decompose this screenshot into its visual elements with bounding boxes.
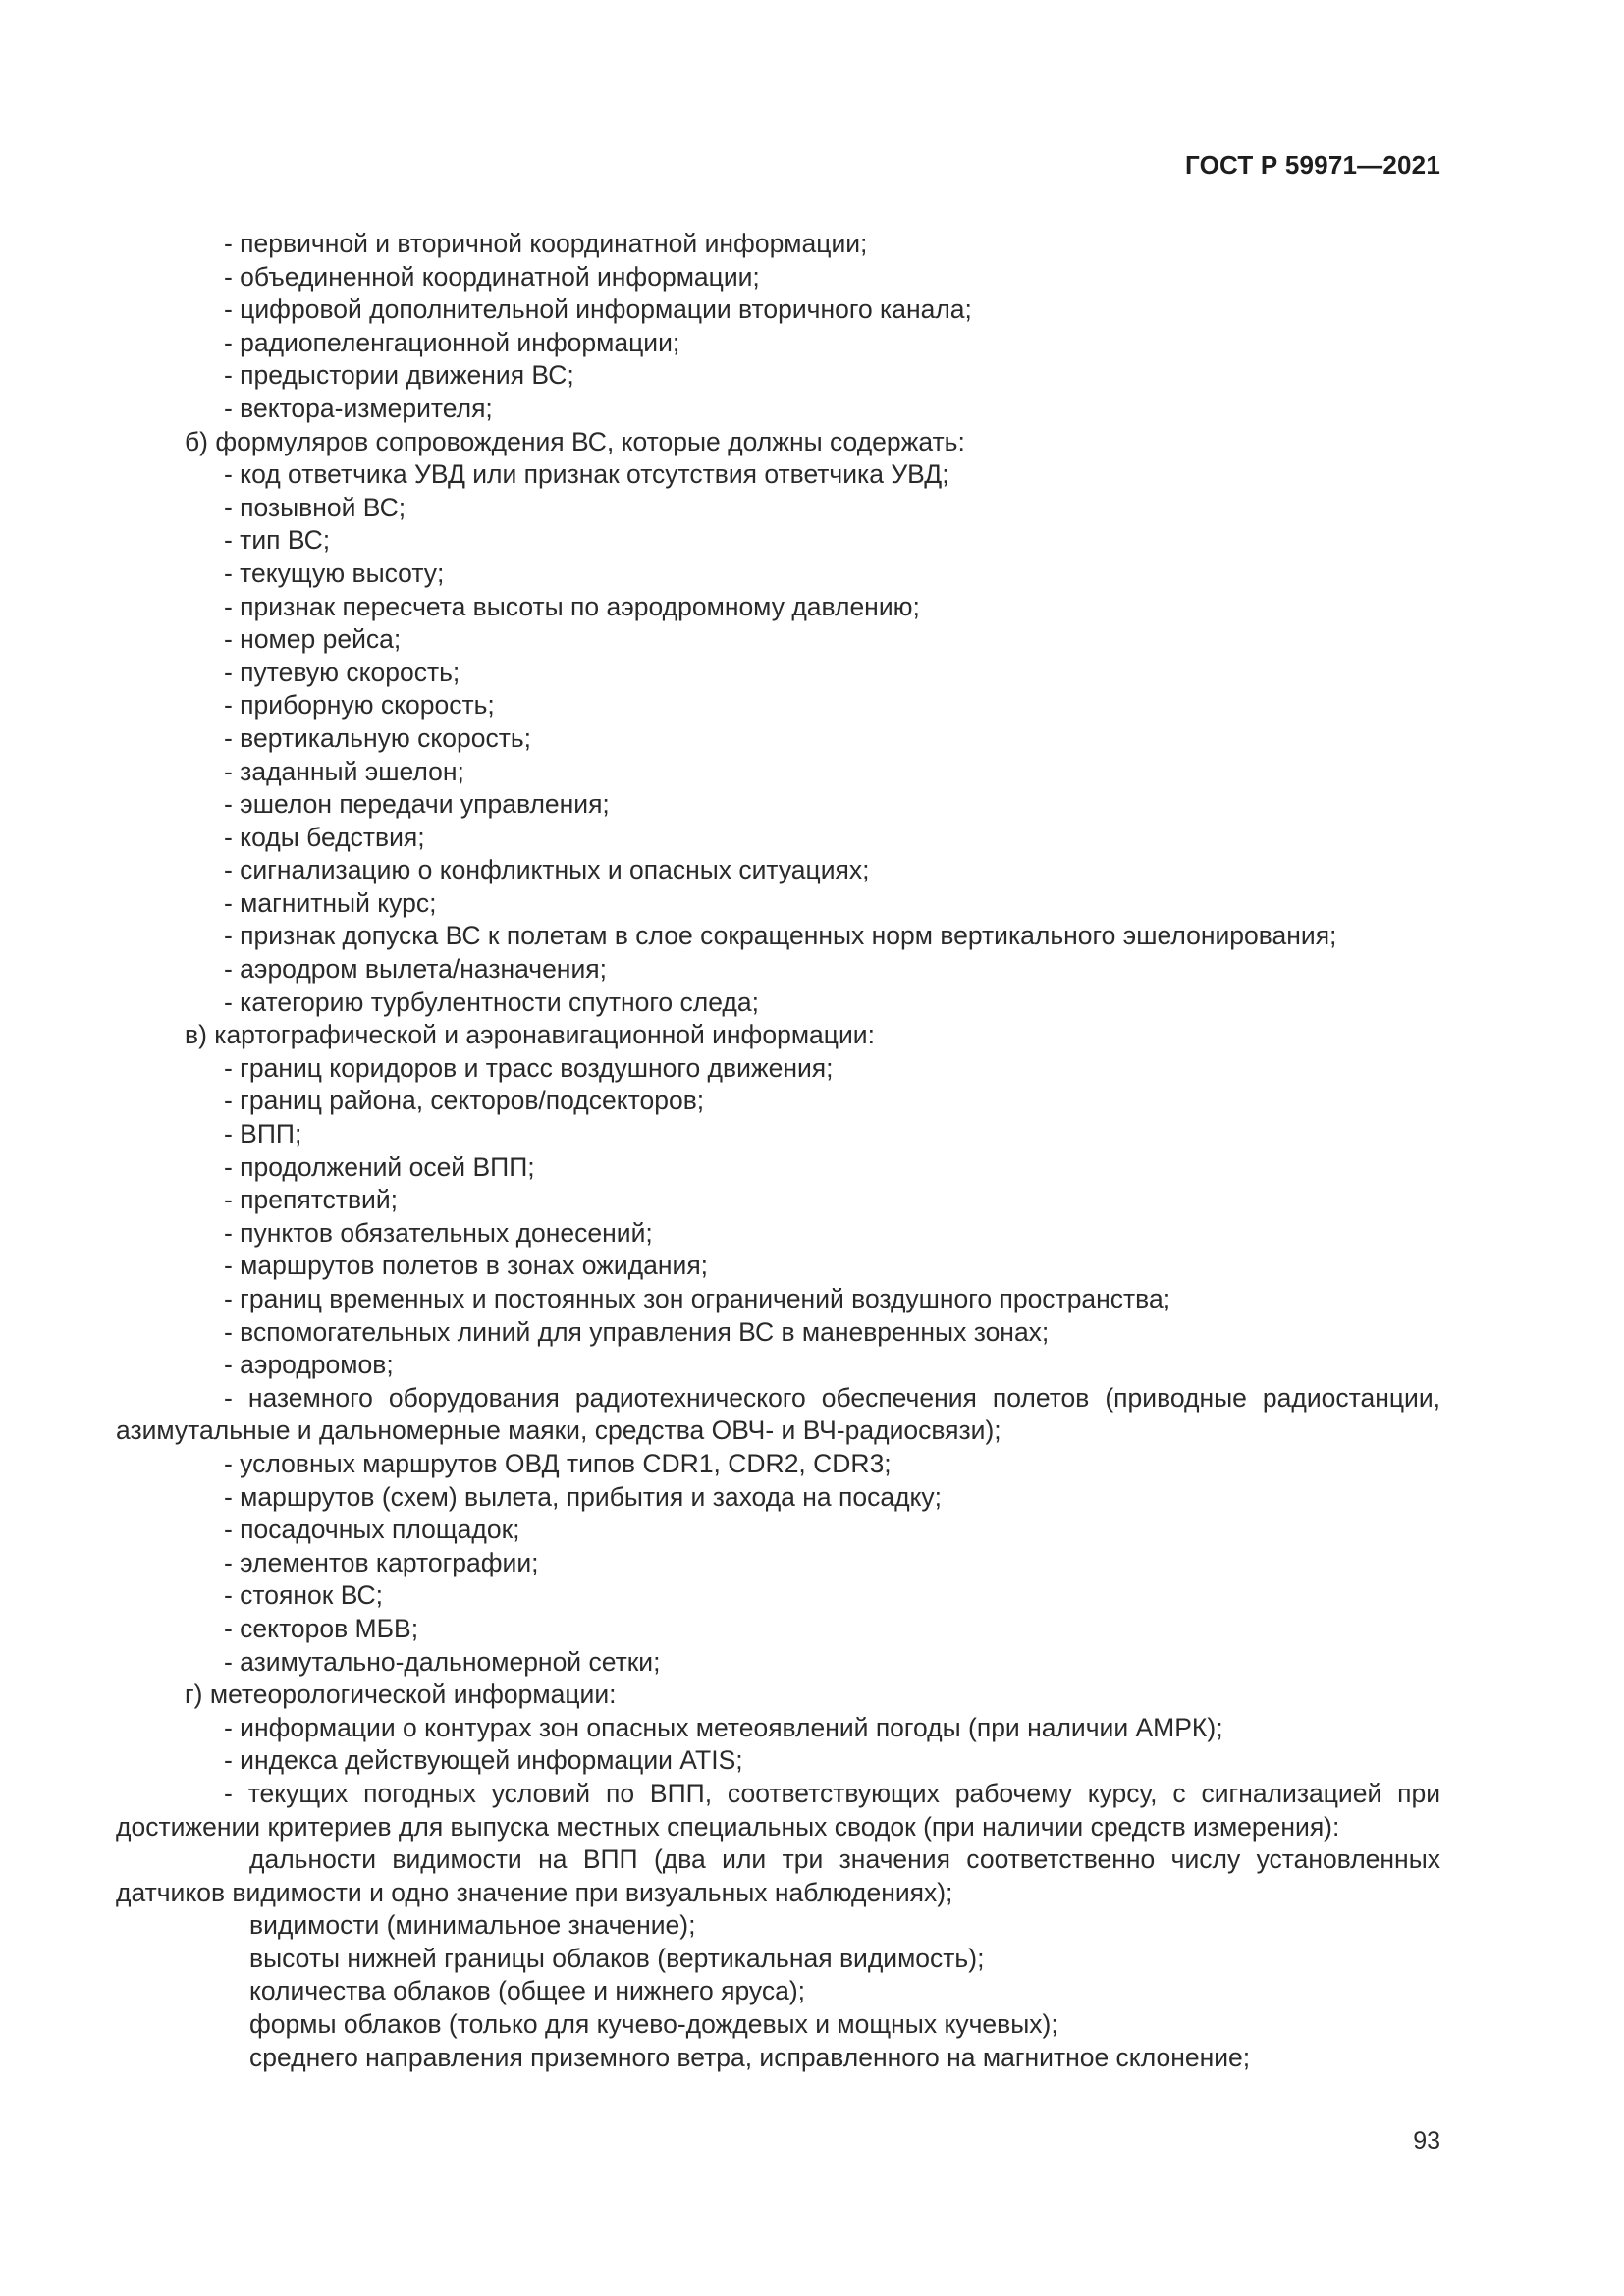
list-item: - заданный эшелон; bbox=[224, 756, 464, 786]
list-item: - продолжений осей ВПП; bbox=[224, 1151, 535, 1182]
list-item: - сигнализацию о конфликтных и опасных ситуациях; bbox=[224, 855, 870, 885]
sub-item: дальности видимости на ВПП (два или три значения соответственно числу установленных датчиков видимости и одно значение при визуальных наблюдениях); bbox=[116, 1844, 1440, 1907]
list-item: - наземного оборудования радиотехнического обеспечения полетов (приводные радиостанции, азимутальные и дальномерные маяки, средства ОВЧ- и ВЧ-радиосвязи); bbox=[116, 1382, 1440, 1446]
document-body bbox=[116, 228, 1440, 2074]
list-item: - вспомогательных линий для управления ВС в маневренных зонах; bbox=[224, 1316, 1050, 1347]
list-item: - границ временных и постоянных зон ограничений воздушного пространства; bbox=[224, 1284, 1171, 1313]
list-item: - признак пересчета высоты по аэродромному давлению; bbox=[224, 591, 920, 621]
list-item: - азимутально-дальномерной сетки; bbox=[224, 1646, 661, 1677]
sub-item: количества облаков (общее и нижнего яруса); bbox=[249, 1976, 806, 2006]
section-heading: г) метеорологической информации: bbox=[185, 1680, 617, 1710]
list-item: - информации о контурах зон опасных метеоявлений погоды (при наличии АМРК); bbox=[224, 1712, 1223, 1742]
list-item: - вертикальную скорость; bbox=[224, 722, 532, 753]
list-item: - объединенной координатной информации; bbox=[224, 261, 760, 292]
list-item: - категорию турбулентности спутного следа; bbox=[224, 987, 759, 1017]
sub-item: среднего направления приземного ветра, исправленного на магнитное склонение; bbox=[249, 2042, 1251, 2072]
list-item: - цифровой дополнительной информации вторичного канала; bbox=[224, 294, 972, 325]
list-item: - вектора-измерителя; bbox=[224, 393, 493, 423]
list-item: - магнитный курс; bbox=[224, 887, 437, 918]
section-heading: в) картографической и аэронавигационной информации: bbox=[185, 1020, 875, 1050]
list-item: - текущую высоту; bbox=[224, 558, 445, 588]
list-item: - ВПП; bbox=[224, 1119, 302, 1149]
list-item: - границ коридоров и трасс воздушного движения; bbox=[224, 1052, 834, 1083]
list-item: - границ района, секторов/подсекторов; bbox=[224, 1086, 705, 1116]
list-item: - путевую скорость; bbox=[224, 657, 460, 687]
list-item: - предыстории движения ВС; bbox=[224, 360, 574, 391]
list-item: - препятствий; bbox=[224, 1185, 398, 1215]
list-item: - индекса действующей информации ATIS; bbox=[224, 1745, 743, 1776]
list-item: - условных маршрутов ОВД типов CDR1, CDR2, CDR3; bbox=[224, 1448, 892, 1478]
page-number: 93 bbox=[1413, 2127, 1440, 2155]
list-item: - пунктов обязательных донесений; bbox=[224, 1217, 653, 1248]
list-item: - маршрутов (схем) вылета, прибытия и захода на посадку; bbox=[224, 1481, 943, 1512]
sub-item: видимости (минимальное значение); bbox=[249, 1910, 696, 1941]
list-item: - тип ВС; bbox=[224, 525, 331, 556]
list-item: - позывной ВС; bbox=[224, 492, 406, 522]
list-item: - секторов МБВ; bbox=[224, 1613, 419, 1643]
sub-item: формы облаков (только для кучево-дождевых и мощных кучевых); bbox=[249, 2009, 1058, 2040]
list-item: - аэродромов; bbox=[224, 1350, 394, 1380]
list-item: - коды бедствия; bbox=[224, 822, 425, 852]
list-item: - текущих погодных условий по ВПП, соответствующих рабочему курсу, с сигнализацией при достижении критериев для выпуска местных специальных сводок (при наличии средств измерения): bbox=[116, 1778, 1440, 1842]
list-item: - стоянок ВС; bbox=[224, 1580, 383, 1611]
list-item: - приборную скорость; bbox=[224, 690, 495, 721]
list-item: - эшелон передачи управления; bbox=[224, 789, 610, 820]
list-item: - номер рейса; bbox=[224, 624, 402, 655]
list-item: - элементов картографии; bbox=[224, 1547, 539, 1577]
list-item: - признак допуска ВС к полетам в слое сокращенных норм вертикального эшелонирования; bbox=[224, 921, 1337, 951]
document-header: ГОСТ Р 59971—2021 bbox=[1185, 150, 1440, 180]
list-item: - маршрутов полетов в зонах ожидания; bbox=[224, 1251, 709, 1281]
list-item: - первичной и вторичной координатной информации; bbox=[224, 229, 868, 258]
list-item: - код ответчика УВД или признак отсутствия ответчика УВД; bbox=[224, 459, 949, 490]
list-item: - посадочных площадок; bbox=[224, 1515, 520, 1545]
sub-item: высоты нижней границы облаков (вертикальная видимость); bbox=[249, 1943, 985, 1973]
list-item: - аэродром вылета/назначения; bbox=[224, 954, 607, 985]
section-heading: б) формуляров сопровождения ВС, которые должны содержать: bbox=[185, 426, 965, 456]
list-item: - радиопеленгационной информации; bbox=[224, 327, 680, 357]
